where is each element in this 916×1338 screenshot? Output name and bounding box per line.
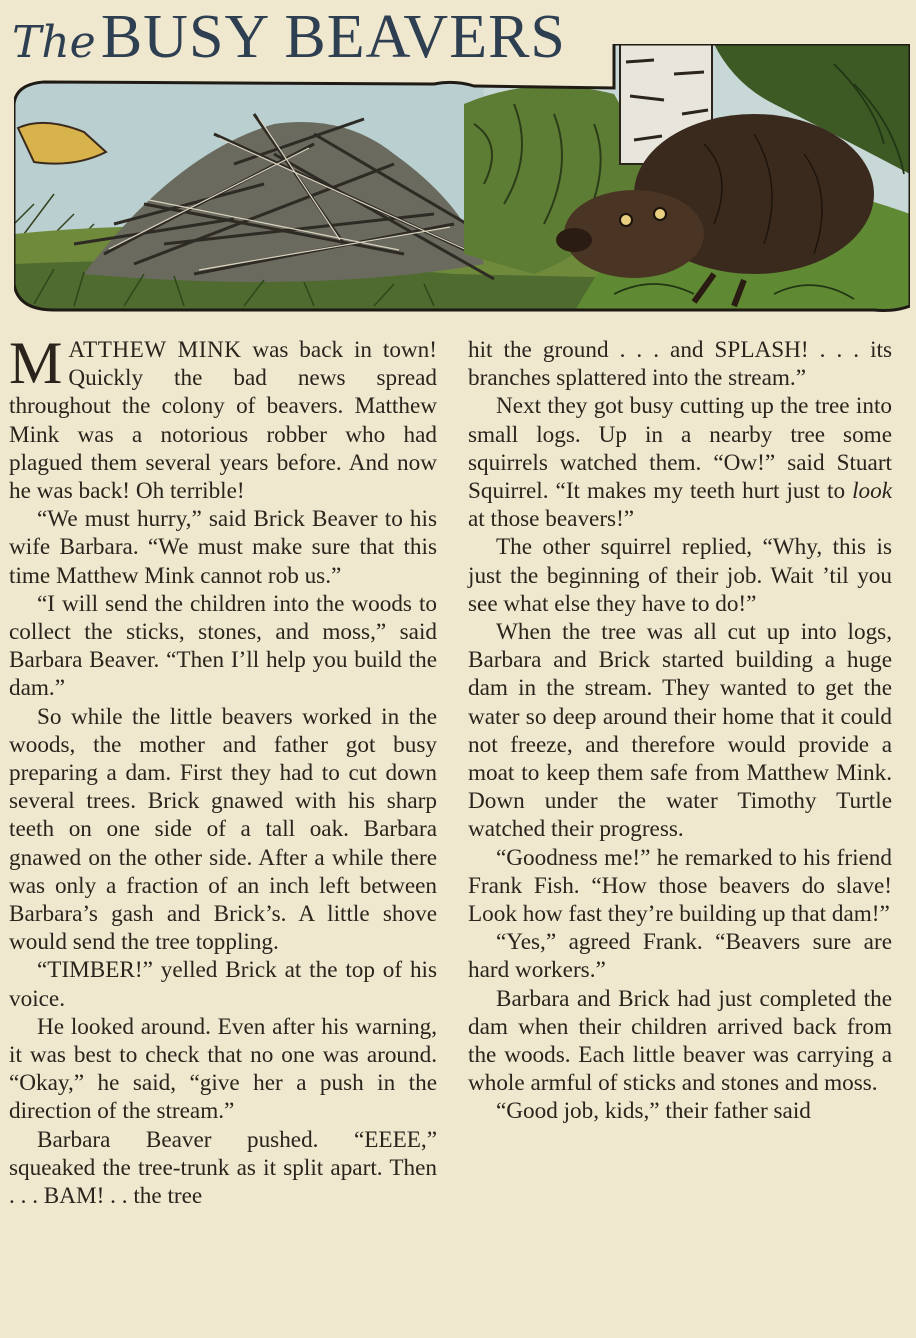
paragraph-11: When the tree was all cut up into logs, Barbara and Brick started building a huge dam in the stream. They wanted to get the water so deep around their home that it could not freeze, and therefore would provide a moat to keep them safe from Matthew Mink. Down under the water Timothy Turtle watched their progress. bbox=[468, 619, 892, 843]
paragraph-7: Barbara Beaver pushed. “EEEE,” squeaked the tree-trunk as it split apart. Then . . . BAM! . . the tree bbox=[9, 1126, 437, 1210]
left-column bbox=[9, 330, 437, 1210]
paragraph-2: “We must hurry,” said Brick Beaver to his wife Barbara. “We must make sure that this time Matthew Mink cannot rob us.” bbox=[9, 506, 437, 589]
paragraph-6: He looked around. Even after his warning, it was best to check that no one was around. “Okay,” he said, “give her a push in the direction of the stream.” bbox=[9, 1013, 437, 1125]
paragraph-8: hit the ground . . . and SPLASH! . . . its branches splattered into the stream.” bbox=[468, 337, 892, 392]
title-prefix: The bbox=[12, 17, 96, 68]
story-title bbox=[12, 2, 566, 80]
paragraph-12: “Goodness me!” he remarked to his friend Frank Fish. “How those beavers do slave! Look how fast they’re building up that dam!” bbox=[468, 844, 892, 928]
paragraph-1 bbox=[9, 330, 437, 505]
title-main: BUSY BEAVERS bbox=[100, 3, 566, 71]
paragraph-9 bbox=[468, 392, 892, 533]
illustration-svg bbox=[14, 44, 910, 312]
paragraph-15: “Good job, kids,” their father said bbox=[496, 1098, 811, 1125]
paragraph-1-text: was back in town! Quickly the bad news spread throughout the colony of beavers. Matthew Mink was a notorious robber who had plagued them several years before. And now he was back! Oh terrible! bbox=[9, 337, 437, 505]
paragraph-9-end: at those beavers!” bbox=[468, 506, 635, 533]
opening-smallcaps: ATTHEW MINK bbox=[68, 337, 242, 363]
paragraph-4: So while the little beavers worked in the woods, the mother and father got busy preparing a dam. First they had to cut down several trees. Brick gnawed with his sharp teeth on one side of a tall oak. Barbara gnawed on the other side. After a while there was only a fraction of an inch left between Barbara’s gash and Brick’s. A little shove would send the tree toppling. bbox=[9, 703, 437, 956]
paragraph-13: “Yes,” agreed Frank. “Beavers sure are hard workers.” bbox=[468, 929, 892, 984]
paragraph-14: Barbara and Brick had just completed the dam when their children arrived back from the woods. Each little beaver was carrying a whole armful of sticks and stones and moss. bbox=[468, 985, 892, 1097]
emphasis-look: look bbox=[852, 478, 892, 505]
right-column bbox=[468, 336, 892, 1126]
paragraph-9-text: Next they got busy cutting up the tree into small logs. Up in a nearby tree some squirrels watched them. “Ow!” said Stuart Squirrel. “It makes my teeth hurt just to bbox=[468, 393, 892, 505]
paragraph-5: “TIMBER!” yelled Brick at the top of his voice. bbox=[9, 957, 437, 1012]
paragraph-3: “I will send the children into the woods to collect the sticks, stones, and moss,” said Barbara Beaver. “Then I’ll help you build the dam.” bbox=[9, 590, 437, 702]
drop-cap: M bbox=[9, 330, 63, 396]
paragraph-10: The other squirrel replied, “Why, this is just the beginning of their job. Wait ’til you see what else they have to do!” bbox=[468, 534, 892, 617]
beaver-lodge-illustration bbox=[14, 44, 910, 312]
